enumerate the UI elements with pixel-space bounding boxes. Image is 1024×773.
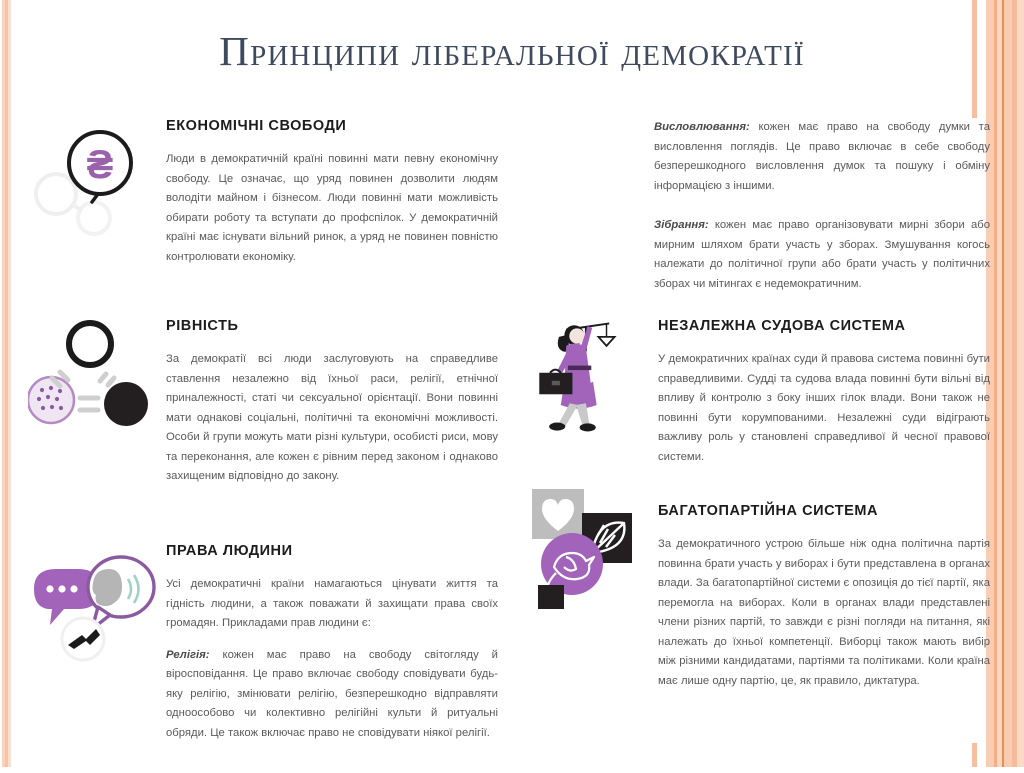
justice-woman-scales-icon <box>520 310 650 440</box>
speech-bubbles-megaphone-icon <box>28 543 158 673</box>
section-paragraph: За демократії всі люди заслуговують на справедливе ставлення незалежно від їхньої раси, релігії, етнічної приналежності, статі чи сексуальної орієнтації. Вони повинні мати однакові соціальні, політичні та економічні можливості. Особи й групи можуть мати різні культури, особисті риси, мову та переконання, але кожен є рівним перед законом і однаково захищеним відповідно до закону. <box>166 353 498 482</box>
section-body <box>166 318 498 487</box>
section-paragraph-expression <box>654 118 990 196</box>
section-body <box>658 318 990 467</box>
section-body <box>166 543 498 743</box>
right-edge-tick-bottom <box>972 743 977 767</box>
paragraph-rest: кожен має право організовувати мирні збори або мирним шляхом брати участь у зборах. Змушування когось належати до політичної групи або брати участь у політичних зборах чи мітингах є недемократичним. <box>654 219 990 290</box>
page-title: Принципи ліберальної демократії <box>219 28 805 74</box>
paragraph-rest: кожен має право на свободу думки та висловлення поглядів. Це право включає в себе свободу безперешкодного висловлення думок та пошуку і обміну інформацією з іншими. <box>654 121 990 192</box>
heart-leaf-dove-icon <box>520 485 650 615</box>
section-paragraph-religion <box>166 646 498 744</box>
section-independent-judiciary <box>520 318 990 503</box>
section-equality <box>28 318 498 543</box>
section-paragraph-assembly <box>654 216 990 294</box>
paragraph-rest: кожен має право на свободу світогляду й віросповідання. Це право включає свободу сповідувати будь-яку релігію, змінювати релігію, безперешкодно відправляти одноособово чи колективно релігійні культи й ритуальні обряди. Це також включає право не сповідувати ніякої релігії. <box>166 648 498 739</box>
section-title: ПРАВА ЛЮДИНИ <box>166 543 293 559</box>
section-multiparty <box>520 503 990 733</box>
section-body <box>166 118 498 267</box>
section-body <box>658 503 990 691</box>
paragraph-lead: Релігія: <box>166 648 210 661</box>
section-title: НЕЗАЛЕЖНА СУДОВА СИСТЕМА <box>658 318 906 334</box>
section-title: БАГАТОПАРТІЙНА СИСТЕМА <box>658 503 879 519</box>
section-body <box>654 118 990 294</box>
section-human-rights <box>28 543 498 773</box>
section-paragraph: Усі демократичні країни намагаються цінувати життя та гідність людини, а також поважати й захищати права своїх громадян. Прикладами прав людини є: <box>166 578 498 629</box>
section-expression-assembly <box>520 118 990 318</box>
left-column <box>28 118 498 773</box>
left-edge-band <box>0 0 12 767</box>
section-paragraph: У демократичних країнах суди й правова система повинні бути справедливими. Судді та судова влада повинні бути вільні від впливу й контролю з боку інших гілок влади. Вони також не повинні бути корумпованими. Незалежні суди відіграють важливу роль у становлені справедливої й чесної правової системи. <box>658 353 990 463</box>
right-column <box>520 118 990 733</box>
equal-circles-icon <box>28 318 158 448</box>
section-paragraph: Люди в демократичній країні повинні мати певну економічну свободу. Це означає, що уряд повинен дозволити людям володіти майном і бізнесом. Люди повинні мати можливість обирати роботу та вступати до профспілок. У демократичній країні має існувати вільний ринок, а уряд не повинен повністю контролювати економіку. <box>166 153 498 263</box>
section-title: ЕКОНОМІЧНІ СВОБОДИ <box>166 118 347 134</box>
hryvnia-magnifier-icon <box>28 118 158 248</box>
paragraph-lead: Зібрання: <box>654 219 709 231</box>
svg-text:₴: ₴ <box>86 143 114 187</box>
paragraph-lead: Висловлювання: <box>654 121 750 133</box>
section-paragraph: За демократичного устрою більше ніж одна політична партія повинна брати участь у виборах і бути представлена в органах влади. За багатопартійної системи є опозиція до тієї партії, яка перемогла на виборах. Коли в органах влади представлені члени різних партій, то завжди є різні погляди на питання, які належать до їхньої компетенції. Виборці також мають вибір між різними кандидатами, партіями та політиками. Коли країна має лише одну партію, це, як правило, диктатура. <box>658 538 990 687</box>
section-economic-freedoms <box>28 118 498 318</box>
section-title: РІВНІСТЬ <box>166 318 239 334</box>
